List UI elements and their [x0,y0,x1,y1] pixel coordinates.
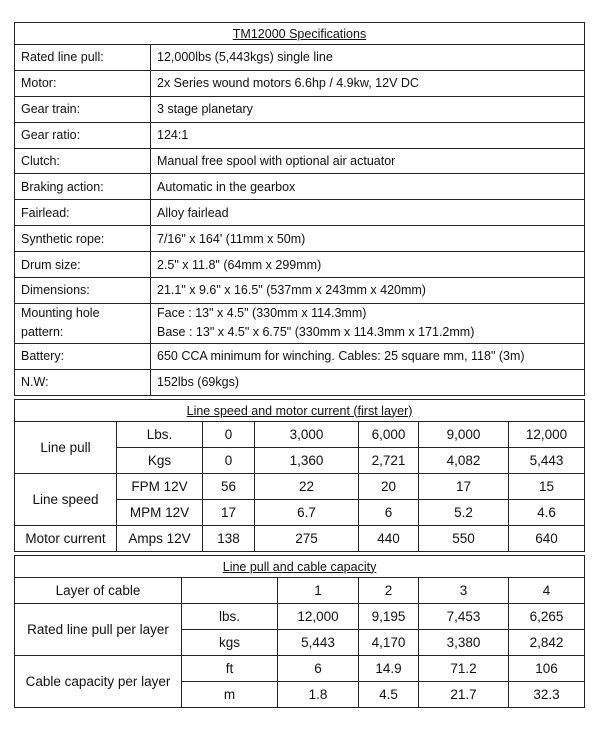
spec-label: Drum size: [15,252,151,278]
cable-capacity-title: Line pull and cable capacity [15,556,585,578]
mounting-base: Base : 13" x 4.5" x 6.75" (330mm x 114.3mm x 171.2mm) [157,325,475,340]
value-cell: 2,721 [359,448,419,474]
row-group-label: Line pull [15,422,117,474]
spec-value: 650 CCA minimum for winching. Cables: 25 square mm, 118" (3m) [151,343,585,369]
value-cell: 20 [359,474,419,500]
value-cell: 6,000 [359,422,419,448]
spec-value: 2x Series wound motors 6.6hp / 4.9kw, 12V DC [151,70,585,96]
spec-value: 152lbs (69kgs) [151,369,585,395]
spec-value: Manual free spool with optional air actuator [151,148,585,174]
table-row [15,604,585,630]
table-row [15,578,585,604]
spec-value [151,303,585,343]
spec-title: TM12000 Specifications [15,23,585,45]
value-cell: 5,443 [509,448,585,474]
table-row [15,656,585,682]
value-cell: 5.2 [419,500,509,526]
cable-capacity-table [14,555,585,708]
spec-value: 7/16" x 164' (11mm x 50m) [151,226,585,252]
spec-value: Automatic in the gearbox [151,174,585,200]
layer-header: 3 [419,578,509,604]
spec-row [15,122,585,148]
spec-label: Synthetic rope: [15,226,151,252]
spec-label: Clutch: [15,148,151,174]
spec-value: 12,000lbs (5,443kgs) single line [151,45,585,71]
value-cell: 440 [359,526,419,552]
spec-row [15,226,585,252]
layer-header: 1 [278,578,359,604]
mounting-label-line1: Mounting hole [21,306,100,321]
unit-cell: kgs [182,630,278,656]
value-cell: 21.7 [419,682,509,708]
unit-cell: Amps 12V [117,526,203,552]
table-row [15,526,585,552]
unit-cell: ft [182,656,278,682]
value-cell: 138 [203,526,255,552]
spec-row [15,200,585,226]
spec-row [15,148,585,174]
value-cell: 4,082 [419,448,509,474]
value-cell: 17 [203,500,255,526]
spec-label: Fairlead: [15,200,151,226]
unit-cell: FPM 12V [117,474,203,500]
value-cell: 7,453 [419,604,509,630]
mounting-face: Face : 13" x 4.5" (330mm x 114.3mm) [157,306,367,321]
mounting-label-line2: pattern: [21,325,64,340]
spec-label: Gear ratio: [15,122,151,148]
value-cell: 15 [509,474,585,500]
value-cell: 0 [203,448,255,474]
value-cell: 6 [278,656,359,682]
row-group-label: Line speed [15,474,117,526]
spec-label: Dimensions: [15,278,151,304]
value-cell: 0 [203,422,255,448]
value-cell: 4.5 [359,682,419,708]
row-group-label: Rated line pull per layer [15,604,182,656]
spec-label: N.W: [15,369,151,395]
spec-label: Motor: [15,70,151,96]
spec-row [15,96,585,122]
spec-label [15,303,151,343]
value-cell: 3,380 [419,630,509,656]
value-cell: 12,000 [278,604,359,630]
value-cell: 6,265 [509,604,585,630]
unit-cell: lbs. [182,604,278,630]
value-cell: 3,000 [255,422,359,448]
value-cell: 275 [255,526,359,552]
spec-value: 21.1" x 9.6" x 16.5" (537mm x 243mm x 420mm) [151,278,585,304]
spec-label: Rated line pull: [15,45,151,71]
spec-row [15,174,585,200]
value-cell: 12,000 [509,422,585,448]
layer-header: 4 [509,578,585,604]
value-cell: 106 [509,656,585,682]
line-speed-table [14,399,585,552]
row-group-label: Motor current [15,526,117,552]
spec-value: 3 stage planetary [151,96,585,122]
value-cell: 22 [255,474,359,500]
value-cell: 1.8 [278,682,359,708]
empty-cell [182,578,278,604]
value-cell: 4.6 [509,500,585,526]
layer-header: 2 [359,578,419,604]
value-cell: 9,195 [359,604,419,630]
spec-row-mounting [15,303,585,343]
spec-value: 2.5" x 11.8" (64mm x 299mm) [151,252,585,278]
spec-row [15,70,585,96]
unit-cell: Kgs [117,448,203,474]
value-cell: 640 [509,526,585,552]
spec-label: Battery: [15,343,151,369]
layer-label: Layer of cable [15,578,182,604]
unit-cell: MPM 12V [117,500,203,526]
value-cell: 2,842 [509,630,585,656]
line-speed-title: Line speed and motor current (first layer) [15,400,585,422]
value-cell: 9,000 [419,422,509,448]
value-cell: 71.2 [419,656,509,682]
table-row [15,474,585,500]
value-cell: 6.7 [255,500,359,526]
spec-row [15,343,585,369]
value-cell: 1,360 [255,448,359,474]
unit-cell: Lbs. [117,422,203,448]
row-group-label: Cable capacity per layer [15,656,182,708]
spec-row [15,252,585,278]
value-cell: 32.3 [509,682,585,708]
value-cell: 17 [419,474,509,500]
value-cell: 56 [203,474,255,500]
spec-row [15,278,585,304]
value-cell: 5,443 [278,630,359,656]
spec-value: 124:1 [151,122,585,148]
spec-value: Alloy fairlead [151,200,585,226]
table-row [15,422,585,448]
unit-cell: m [182,682,278,708]
spec-label: Braking action: [15,174,151,200]
spec-row [15,369,585,395]
value-cell: 14.9 [359,656,419,682]
value-cell: 550 [419,526,509,552]
spec-row [15,45,585,71]
specifications-table [14,22,585,396]
value-cell: 6 [359,500,419,526]
spec-label: Gear train: [15,96,151,122]
value-cell: 4,170 [359,630,419,656]
